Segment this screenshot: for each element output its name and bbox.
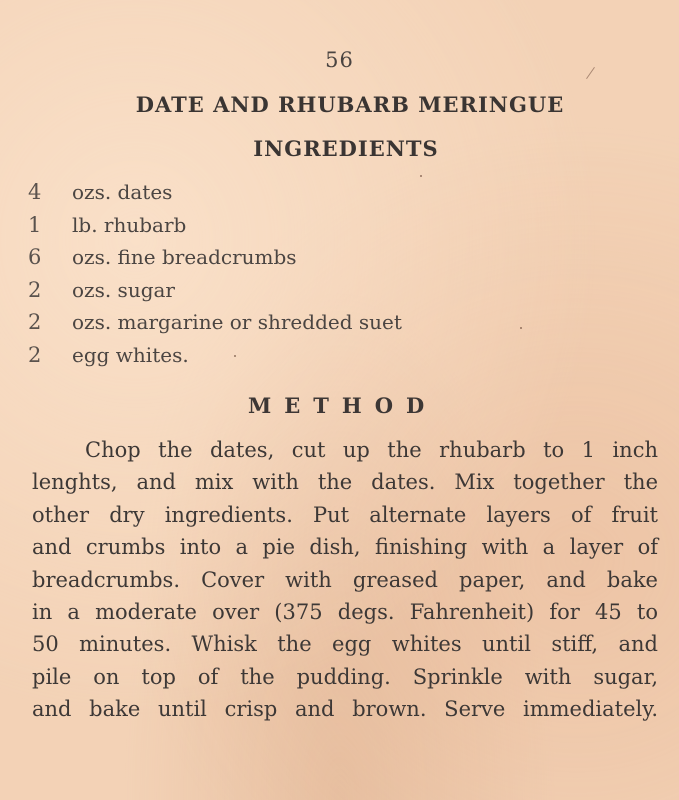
paper-mark [420, 175, 422, 177]
ingredient-item [28, 339, 402, 372]
method-heading: METHOD [248, 393, 438, 418]
ingredient-quantity: 6 [28, 245, 42, 270]
method-line: and crumbs into a pie dish, finishing with a layer of [32, 535, 658, 560]
ingredient-item [28, 176, 402, 209]
ingredient-text: ozs. margarine or shredded suet [72, 310, 402, 335]
recipe-title: DATE AND RHUBARB MERINGUE [135, 92, 565, 117]
method-line: Chop the dates, cut up the rhubarb to 1 inch [85, 438, 658, 462]
method-line: other dry ingredients. Put alternate layers of fruit [32, 502, 658, 527]
ingredient-quantity: 2 [28, 310, 42, 335]
ingredient-item [28, 241, 402, 274]
method-line: breadcrumbs. Cover with greased paper, and bake [32, 567, 658, 592]
method-line: pile on top of the pudding. Sprinkle with sugar, [32, 664, 658, 689]
ingredient-text: ozs. sugar [72, 277, 175, 302]
paper-mark [234, 355, 236, 357]
page-number: 56 [325, 48, 354, 72]
paper-mark [520, 327, 522, 329]
ingredient-text: lb. rhubarb [72, 212, 187, 237]
method-line: in a moderate over (375 degs. Fahrenheit) for 45 to [32, 600, 658, 625]
ingredient-text: ozs. fine breadcrumbs [72, 245, 297, 270]
ingredient-quantity: 4 [28, 180, 42, 204]
ingredient-quantity: 2 [28, 277, 42, 302]
ingredient-item [28, 274, 402, 307]
ingredients-heading: INGREDIENTS [253, 136, 439, 161]
ingredient-text: ozs. dates [72, 180, 173, 204]
ingredient-text: egg whites. [72, 342, 189, 367]
method-line: 50 minutes. Whisk the egg whites until stiff, and [32, 632, 658, 657]
ingredient-list [28, 176, 402, 372]
ingredient-quantity: 2 [28, 342, 42, 367]
ingredient-item [28, 209, 402, 242]
ingredient-quantity: 1 [28, 212, 42, 237]
method-paragraph [32, 434, 658, 726]
method-line: lenghts, and mix with the dates. Mix together the [32, 470, 658, 495]
method-line: and bake until crisp and brown. Serve immediately. [32, 697, 658, 722]
ingredient-item [28, 306, 402, 339]
